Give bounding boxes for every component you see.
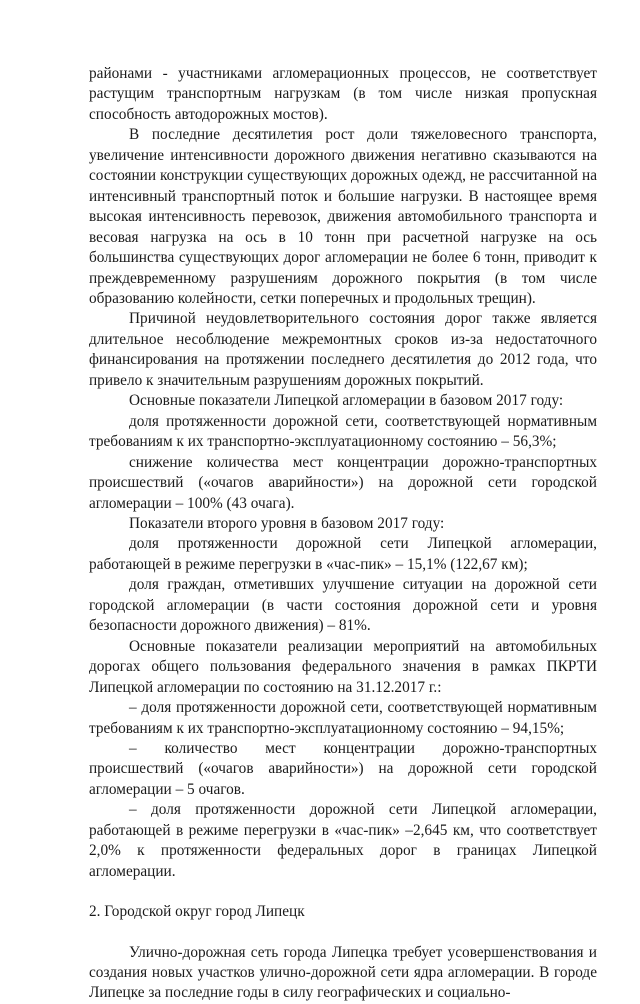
section-heading: 2. Городской округ город Липецк — [89, 903, 305, 921]
list-item: снижение количества мест концентрации дорожно-транспортных происшествий («очагов аварийности») на дорожной сети городской агломерации – 100% (43 очага). — [89, 453, 597, 512]
paragraph: районами - участниками агломерационных процессов, не соответствует растущим транспортным нагрузкам (в том числе низкая пропускная способность автодорожных мостов). — [89, 65, 597, 123]
paragraph: В последние десятилетия рост доли тяжеловесного транспорта, увеличение интенсивности дорожного движения негативно сказываются на состоянии конструкции существующих дорожных одежд, не рассчитанной на интенсивный транспортный поток и большие нагрузки. В настоящее время высокая интенсивность перевозок, движения автомобильного транспорта и весовая нагрузка на ось в 10 тонн при расчетной нагрузке на ось большинства существующих дорог агломерации не более 6 тонн, приводит к преждевременному разрушениям дорожного покрытия (в том числе образованию колейности, сетки поперечных и продольных трещин). — [89, 126, 597, 307]
list-item: доля граждан, отметивших улучшение ситуации на дорожной сети городской агломерации (в части состояния дорожной сети и уровня безопасности дорожного движения) – 81%. — [89, 576, 597, 635]
list-item: доля протяженности дорожной сети Липецкой агломерации, работающей в режиме перегрузки в «час-пик» – 15,1% (122,67 км); — [89, 535, 597, 573]
list-item: – доля протяженности дорожной сети Липецкой агломерации, работающей в режиме перегрузки в «час-пик» –2,645 км, что соответствует 2,0% к протяженности федеральных дорог в границах Липецкой агломерации. — [89, 801, 597, 880]
paragraph: Показатели второго уровня в базовом 2017 году: — [129, 514, 445, 532]
document-body — [89, 64, 597, 1004]
paragraph: Основные показатели Липецкой агломерации в базовом 2017 году: — [129, 392, 564, 410]
paragraph: Улично-дорожная сеть города Липецка требует усовершенствования и создания новых участков улично-дорожной сети ядра агломерации. В городе Липецке за последние годы в силу географических и социально- — [89, 943, 597, 1002]
paragraph: Причиной неудовлетворительного состояния дорог также является длительное несоблюдение межремонтных сроков из-за недостаточного финансирования на протяжении последнего десятилетия до 2012 года, что привело к значительным разрушениям дорожных покрытий. — [89, 310, 597, 389]
list-item: – количество мест концентрации дорожно-транспортных происшествий («очагов аварийности») на дорожной сети городской агломерации – 5 очагов. — [89, 739, 597, 798]
paragraph: Основные показатели реализации мероприятий на автомобильных дорогах общего пользования федерального значения в рамках ПКРТИ Липецкой агломерации по состоянию на 31.12.2017 г.: — [89, 637, 597, 696]
list-item: – доля протяженности дорожной сети, соответствующей нормативным требованиям к их транспортно-эксплуатационному состоянию – 94,15%; — [89, 699, 597, 737]
list-item: доля протяженности дорожной сети, соответствующей нормативным требованиям к их транспортно-эксплуатационному состоянию – 56,3%; — [89, 412, 597, 451]
